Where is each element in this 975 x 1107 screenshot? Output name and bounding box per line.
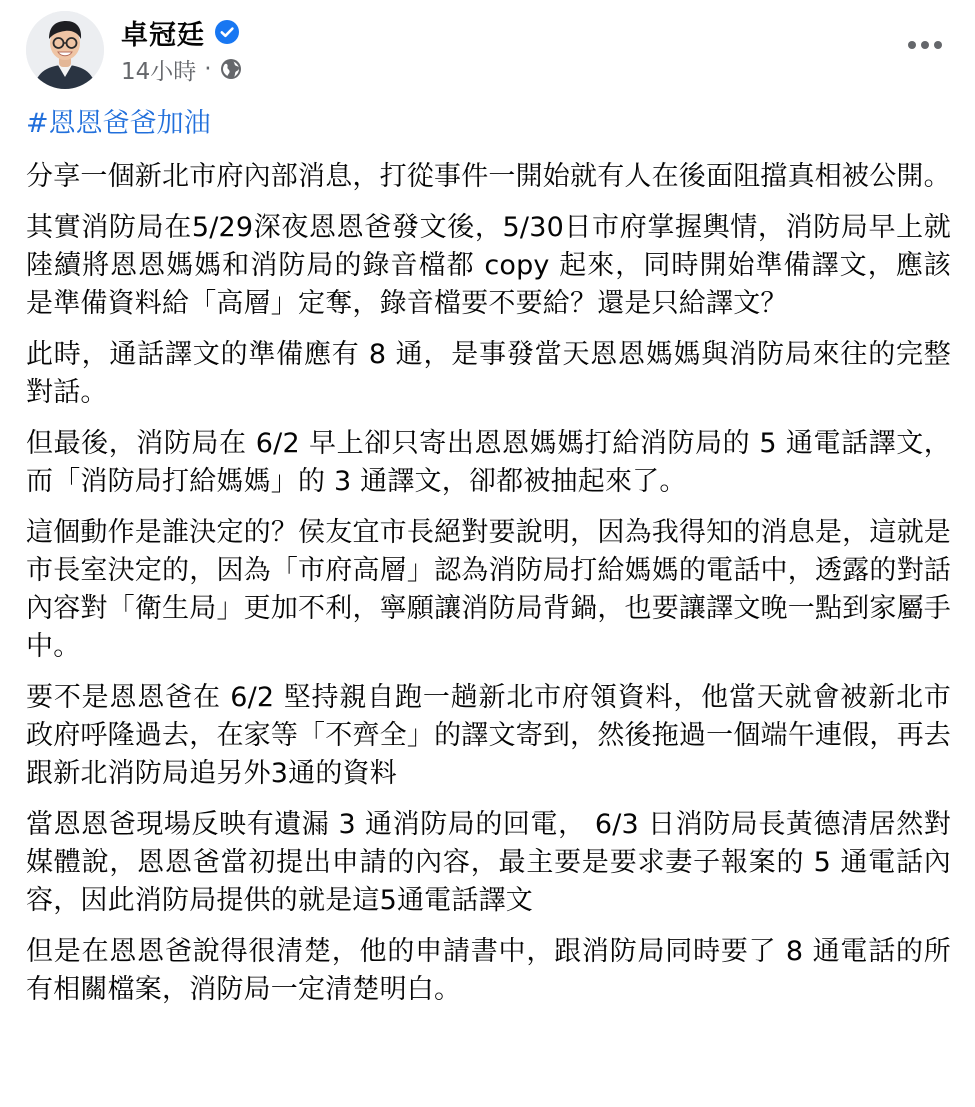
post-body — [26, 104, 951, 1022]
post-paragraph: 當恩恩爸現場反映有遺漏 3 通消防局的回電， 6/3 日消防局長黃德清居然對媒體說，恩恩爸當初提出申請的內容，最主要是要求妻子報案的 5 通電話內容，因此消防局提供的就是這5通電話譯文 — [26, 809, 951, 916]
globe-icon[interactable] — [220, 58, 242, 80]
author-avatar[interactable] — [26, 11, 104, 89]
post-paragraph: 但最後，消防局在 6/2 早上卻只寄出恩恩媽媽打給消防局的 5 通電話譯文，而「消防局打給媽媽」的 3 通譯文，卻都被抽起來了。 — [26, 428, 951, 497]
more-options-button[interactable] — [905, 30, 945, 60]
author-name[interactable]: 卓冠廷 — [121, 19, 205, 51]
avatar-portrait-icon — [26, 11, 104, 89]
post-paragraph: 分享一個新北市府內部消息，打從事件一開始就有人在後面阻擋真相被公開。 — [26, 161, 951, 192]
post-paragraph: 要不是恩恩爸在 6/2 堅持親自跑一趟新北市府領資料，他當天就會被新北市政府呼隆過去，在家等「不齊全」的譯文寄到，然後拖過一個端午連假，再去跟新北消防局追另外3通的資料 — [26, 682, 951, 789]
post-paragraph: 但是在恩恩爸說得很清楚，他的申請書中，跟消防局同時要了 8 通電話的所有相關檔案，消防局一定清楚明白。 — [26, 936, 951, 1005]
verified-badge-icon — [215, 20, 239, 44]
post-meta — [121, 52, 242, 86]
hashtag-link[interactable]: #恩恩爸爸加油 — [26, 108, 211, 139]
post-paragraph: 這個動作是誰決定的？侯友宜市長絕對要說明，因為我得知的消息是，這就是市長室決定的，因為「市府高層」認為消防局打給媽媽的電話中，透露的對話內容對「衛生局」更加不利，寧願讓消防局背鍋，也要讓譯文晚一點到家屬手中。 — [26, 517, 951, 662]
author-line — [121, 12, 239, 52]
post-paragraph: 此時，通話譯文的準備應有 8 通，是事發當天恩恩媽媽與消防局來往的完整對話。 — [26, 339, 951, 408]
more-options-icon — [907, 40, 943, 50]
post-timestamp[interactable]: 14小時 — [121, 58, 197, 85]
post-paragraph: 其實消防局在5/29深夜恩恩爸發文後，5/30日市府掌握輿情，消防局早上就陸續將恩恩媽媽和消防局的錄音檔都 copy 起來，同時開始準備譯文，應該是準備資料給「高層」定奪，錄音檔要不要給？還是只給譯文？ — [26, 212, 951, 319]
meta-separator: · — [204, 56, 212, 82]
post-header — [0, 0, 975, 100]
